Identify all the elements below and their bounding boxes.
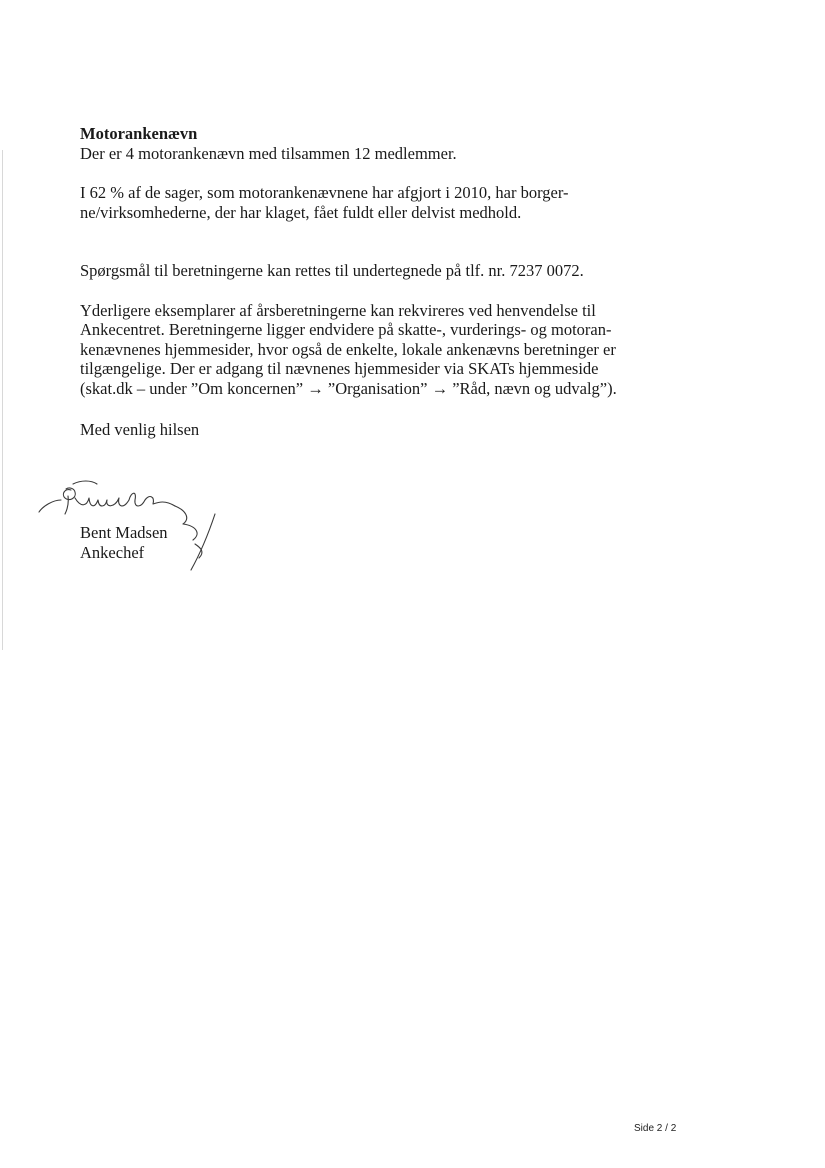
closing-greeting: Med venlig hilsen xyxy=(80,420,200,439)
signer-title: Ankechef xyxy=(80,542,145,562)
result-paragraph xyxy=(80,183,640,222)
result-line-2: ne/virksomhederne, der har klaget, fået fuldt eller delvist medhold. xyxy=(80,202,522,222)
copies-line-3: kenævnenes hjemmesider, hvor også de enkelte, lokale ankenævns beretninger er xyxy=(80,339,616,359)
copies-line-4: tilgængelige. Der er adgang til nævnenes hjemmesider via SKATs hjemmeside xyxy=(80,359,599,378)
page-number: Side 2 / 2 xyxy=(634,1123,677,1134)
scan-edge-line xyxy=(2,150,3,650)
signer-name: Bent Madsen xyxy=(80,523,168,542)
result-line-1: I 62 % af de sager, som motorankenævnene har afgjort i 2010, har borger- xyxy=(80,183,569,202)
intro-text: Der er 4 motorankenævn med tilsammen 12 medlemmer. xyxy=(80,143,457,163)
copies-line-1: Yderligere eksemplarer af årsberetningerne kan rekvireres ved henvendelse til xyxy=(80,300,596,320)
copies-line-5: (skat.dk – under ”Om koncernen” → ”Organisation” → ”Råd, nævn og udvalg”). xyxy=(80,378,617,398)
copies-paragraph xyxy=(80,301,640,399)
questions-paragraph: Spørgsmål til beretningerne kan rettes til undertegnede på tlf. nr. 7237 0072. xyxy=(80,261,584,280)
letter-body xyxy=(80,124,640,440)
section-heading: Motorankenævn xyxy=(80,124,198,143)
signer-block xyxy=(80,523,168,562)
copies-line-2: Ankecentret. Beretningerne ligger endvidere på skatte-, vurderings- og motoran- xyxy=(80,320,612,339)
